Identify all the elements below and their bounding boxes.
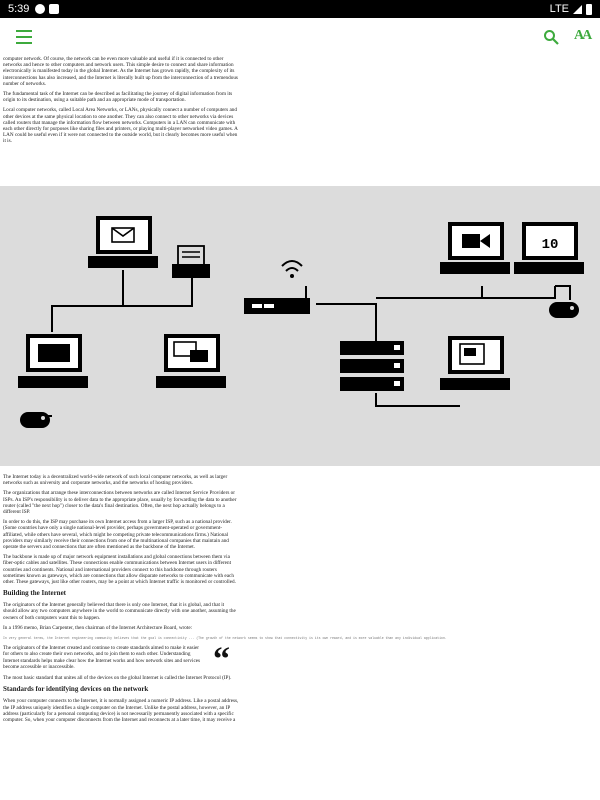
intro-paragraph: The fundamental task of the Internet can be described as facilitating the journey of digital information from its origin to its destination, using a suitable path and an appropriate mode of transportation. <box>3 91 233 104</box>
body-paragraph: In a 1996 memo, Brian Carpenter, then chairman of the Internet Architecture Board, wrote: <box>3 624 193 631</box>
laptop-game-icon <box>18 334 88 388</box>
laptop-mail-icon <box>88 216 158 268</box>
quote-mark-icon: “ <box>213 641 230 679</box>
laptop-counter-icon <box>514 222 584 274</box>
menu-icon[interactable] <box>16 30 32 44</box>
network-diagram <box>0 186 600 466</box>
server-icon <box>340 341 404 391</box>
status-time: 5:39 <box>8 3 30 15</box>
body-paragraph: The most basic standard that unites all of the devices on the global Internet is called the Internet Protocol (IP). <box>3 675 232 682</box>
gamepad-icon <box>549 302 579 318</box>
gamepad-icon <box>20 412 50 428</box>
laptop-video-icon <box>440 222 510 274</box>
network-label: LTE <box>549 3 569 15</box>
laptop-chat-icon <box>156 334 226 388</box>
body-paragraph: The Internet today is a decentralized world-wide network of such local computer networks, as well as larger networks such as university and corporate networks, and the networks of hosting providers. <box>3 474 228 487</box>
body-paragraph: The originators of the Internet generally believed that there is only one Internet, that it is global, and that it should allow any two computers anywhere in the world to communicate directly with one another, assuming the owners of both computers want this to happen. <box>3 602 236 621</box>
article-intro <box>3 56 239 149</box>
sd-card-icon <box>49 4 59 14</box>
body-paragraph: The organizations that arrange these interconnections between networks are called Internet Service Providers or ISPs. An ISP's responsibility is to deliver data to the appropriate place, usually by forwarding the data to another router (called "the next hop") closer to the data's final destination. Often, the next hop actually belongs to a different ISP. <box>3 490 237 516</box>
counter-label: 10 <box>541 237 559 253</box>
intro-paragraph: Local computer networks, called Local Area Networks, or LANs, physically connect a number of computers and other devices at the same physical location to one another. They can also connect to other networks via devices called routers that manage the information flow between networks. Computers in a LAN can communicate with each other directly for purposes like sharing files and printers, or playing multi-player networked video games. A LAN could be useful even if it were not connected to the outside world, but it clearly becomes more useful when it is. <box>3 107 238 145</box>
article-body <box>3 474 447 727</box>
intro-paragraph: computer network. Of course, the network can be even more valuable and useful if it is connected to other networks and hence to other computers and network users. This simple desire to connect and share information electronically is manifested today in the global Internet. As the Internet has grown rapidly, the complexity of its interconnections has also increased, and the Internet is literally built up from the interconnection of a tremendous number of networks. <box>3 56 238 87</box>
section-heading: Building the Internet <box>3 589 67 598</box>
section-heading: Standards for identifying devices on the network <box>3 685 149 694</box>
quote-text: The originators of the Internet created and continue to create standards aimed to make it easier for others to also create their own networks, and to join them to each other. Understanding Internet standards helps make clear how the Internet works and how network sites and services become accessible or inaccessible. <box>3 645 201 670</box>
notification-icon <box>35 4 45 14</box>
diagram-background <box>0 186 600 466</box>
font-size-icon[interactable]: AA <box>574 28 591 43</box>
signal-icon <box>573 5 582 14</box>
battery-icon <box>586 4 592 15</box>
app-toolbar <box>0 18 600 56</box>
search-icon[interactable] <box>543 29 559 45</box>
body-paragraph: In order to do this, the ISP may purchase its own Internet access from a larger ISP, such as a national provider. (Some countries have only a single national-level provider, perhaps government-operated or government-affiliated, while others have several, which might be competing private telecommunications firms.) National providers may similarly receive their connections from one of the multinational companies that maintain and operate the servers and connections that are often mentioned as the backbone of the Internet. <box>3 519 232 551</box>
body-paragraph: When your computer connects to the Internet, it is normally assigned a numeric IP address. Like a postal address, the IP address uniquely identifies a single computer on the Internet. Unlike the postal address, however, an IP address (particularly for a personal computing device) is not necessarily permanently associated with a specific computer. So, when your computer disconnects from the Internet and reconnects at a later time, it may receive a <box>3 698 239 724</box>
status-right <box>550 3 592 15</box>
status-bar <box>0 0 600 18</box>
laptop-document-icon <box>440 336 510 390</box>
quote-small-text: In very general terms, the Internet engineering community believes that the goal is connectivity ... (The growth of the network seems to show that connectivity is its own reward, and is more valuable than any individual application. <box>3 636 447 641</box>
body-paragraph: The backbone is made up of major network equipment installations and global connections between them via fiber-optic cables and satellites. These connections enable communications between Internet users in different countries and continents. National and international providers connect to this backbone through routers sometimes known as gateways, which are connections that allow disparate networks to communicate with each other. These gateways, just like other routers, may be a point at which Internet traffic is monitored or controlled. <box>3 554 236 586</box>
